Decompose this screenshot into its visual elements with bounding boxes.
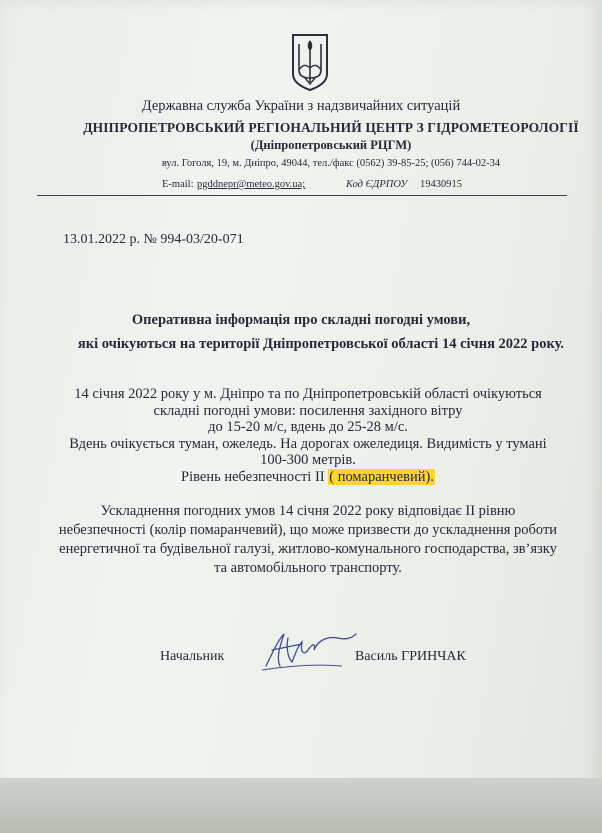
paragraph-line: енергетичної та будівельної галузі, житлово-комунального господарства, зв’язку xyxy=(59,541,557,557)
header-divider xyxy=(37,195,567,196)
danger-level-line xyxy=(38,469,578,486)
paragraph-line: складні погодні умови: посилення західного вітру xyxy=(153,402,463,419)
edrpou-label: Код ЄДРПОУ xyxy=(346,179,408,190)
danger-level-highlight: ( помаранчевий). xyxy=(329,468,434,485)
agency-name: Державна служба України з надзвичайних ситуацій xyxy=(141,98,461,114)
paragraph-line: Вдень очікується туман, ожеледь. На дорогах ожеледиця. Видимість у тумані xyxy=(69,435,547,452)
forecast-paragraph xyxy=(38,386,578,485)
danger-level-text: Рівень небезпечності ІІ xyxy=(181,468,329,485)
paragraph-line: Ускладнення погодних умов 14 січня 2022 року відповідає ІІ рівню xyxy=(100,503,516,519)
signatory-name: Василь ГРИНЧАК xyxy=(355,649,466,664)
paragraph-line: 100-300 метрів. xyxy=(260,452,356,468)
handwritten-signature-icon xyxy=(258,626,358,674)
email-label: E-mail: xyxy=(162,179,194,190)
paragraph-line: 14 січня 2022 року у м. Дніпро та по Дніпропетровській області очікуються xyxy=(74,386,542,402)
document-title-line-2: які очікуються на території Дніпропетровської області 14 січня 2022 року. xyxy=(77,336,565,352)
center-short-name: (Дніпропетровський РЦГМ) xyxy=(250,138,412,152)
coat-of-arms-icon xyxy=(289,32,331,92)
document-title-line-1: Оперативна інформація про складні погодні умови, xyxy=(131,312,471,328)
document-reference: 13.01.2022 р. № 994-03/20-071 xyxy=(63,232,244,247)
page-bottom-shadow xyxy=(0,778,602,833)
center-name: ДНІПРОПЕТРОВСЬКИЙ РЕГІОНАЛЬНИЙ ЦЕНТР З ГІДРОМЕТЕОРОЛОГІЇ xyxy=(83,120,579,135)
signatory-title: Начальник xyxy=(160,649,225,664)
consequences-paragraph xyxy=(38,502,578,578)
email-link[interactable]: pgddnepr@meteo.gov.ua; xyxy=(197,179,306,190)
paragraph-line: до 15-20 м/с, вдень до 25-28 м/с. xyxy=(208,419,408,435)
address-line: вул. Гоголя, 19, м. Дніпро, 49044, тел./факс (0562) 39-85-25; (056) 744-02-34 xyxy=(161,158,501,169)
edrpou-value: 19430915 xyxy=(420,179,462,190)
paragraph-line: та автомобільного транспорту. xyxy=(214,560,402,576)
paragraph-line: небезпечності (колір помаранчевий), що може призвести до ускладнення роботи xyxy=(58,522,558,538)
